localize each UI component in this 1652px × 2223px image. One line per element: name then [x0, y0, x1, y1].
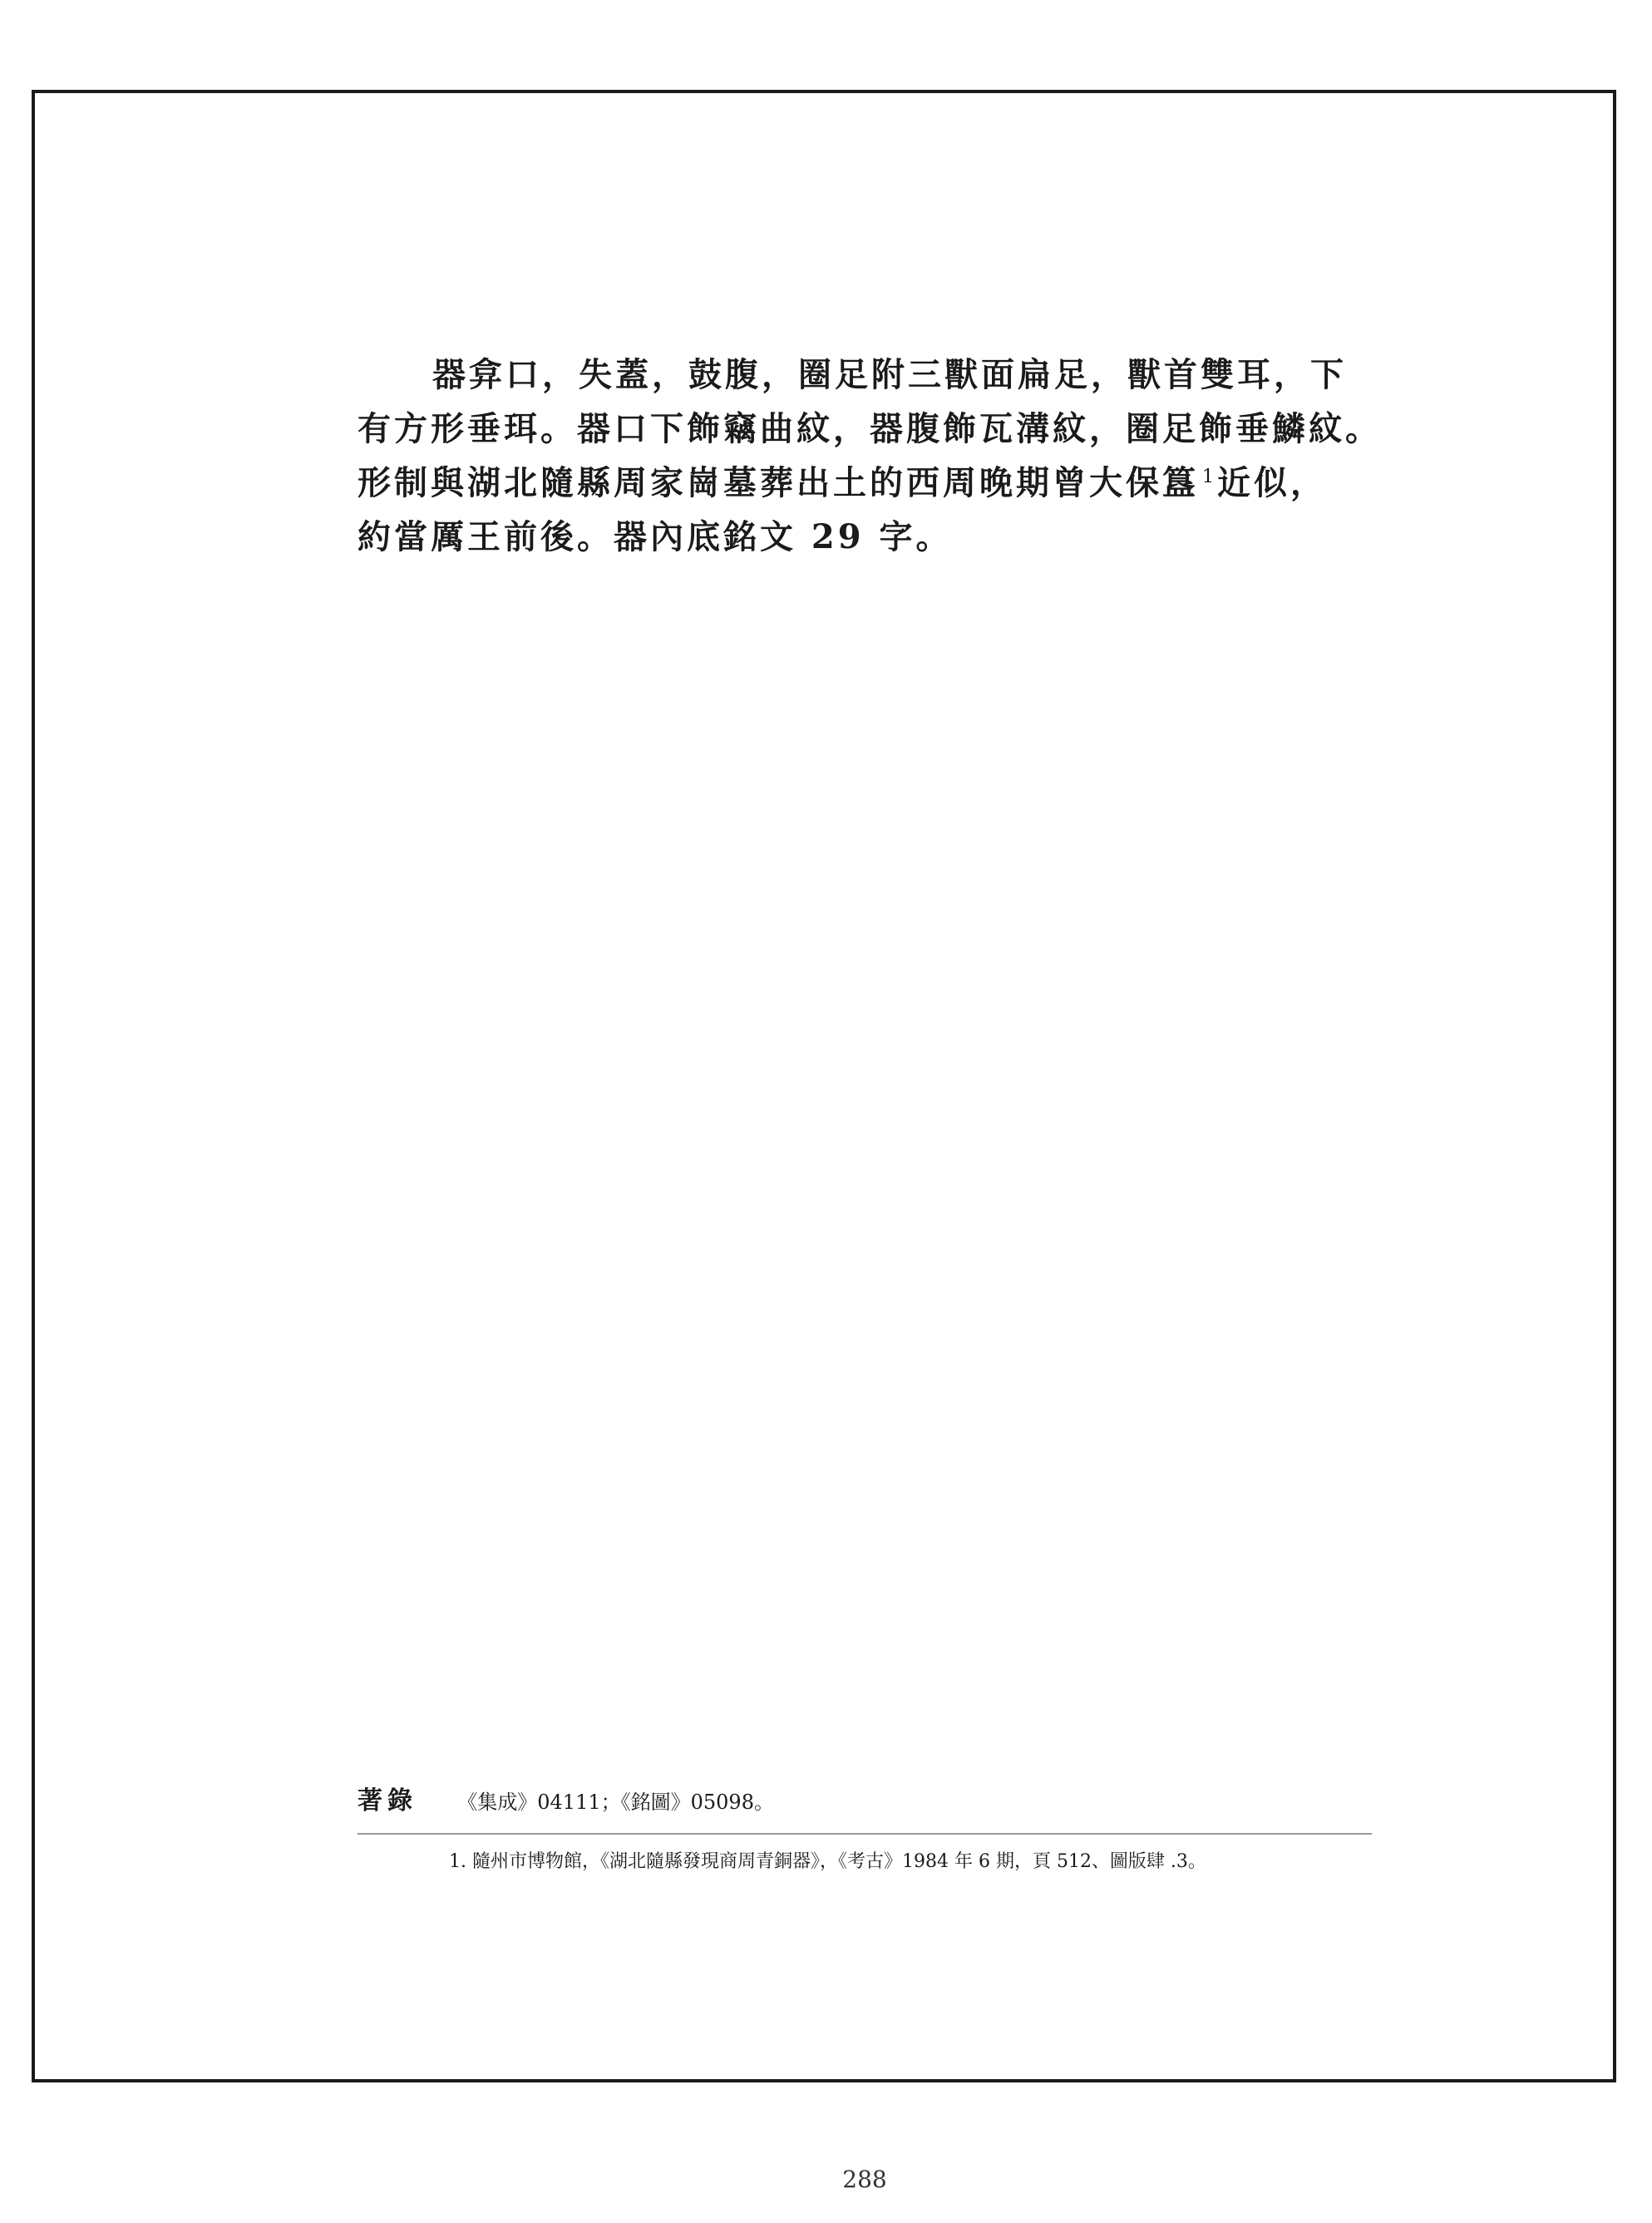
record-label: 著錄 [358, 1786, 417, 1815]
paragraph-line: 器弇口，失蓋，鼓腹，圈足附三獸面扁足，獸首雙耳，下 [432, 355, 1347, 394]
paragraph-line: 有方形垂珥。器口下飾竊曲紋，器腹飾瓦溝紋，圈足飾垂鱗紋。 [358, 409, 1382, 448]
paragraph-text: 近似， [1217, 463, 1327, 502]
paragraph-line: 約當厲王前後。器內底銘文 29 字。 [358, 517, 953, 556]
description-paragraph [358, 348, 1388, 564]
bibliographic-record [358, 1785, 1388, 1819]
footnote-reference[interactable]: 1 [1202, 466, 1214, 487]
footnote: 1. 隨州市博物館，《湖北隨縣發現商周青銅器》，《考古》1984 年 6 期，頁 512、圖版肆 .3。 [449, 1851, 1206, 1872]
footnote-divider [358, 1833, 1372, 1835]
paragraph-text: 形制與湖北隨縣周家崗墓葬出土的西周晚期曾大保簋 [358, 463, 1199, 502]
record-text: 《集成》04111；《銘圖》05098。 [457, 1791, 774, 1814]
paragraph-line [358, 456, 1388, 510]
page-number: 288 [842, 2166, 887, 2193]
